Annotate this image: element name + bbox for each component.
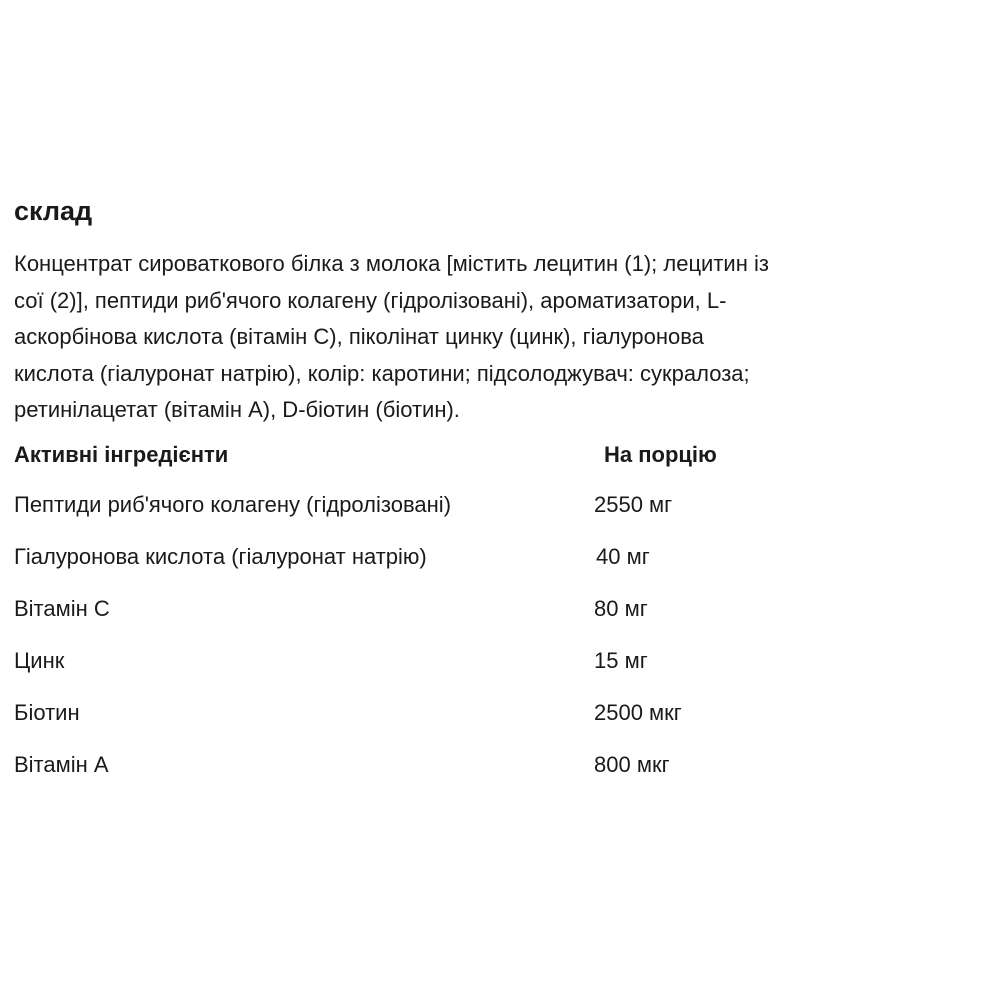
ingredient-amount: 80 мг <box>594 596 648 621</box>
ingredient-name: Вітамін С <box>14 596 110 621</box>
composition-line: кислота (гіалуронат натрію), колір: каротини; підсолоджувач: сукралоза; <box>14 360 750 386</box>
table-row <box>14 748 994 782</box>
ingredient-amount: 800 мкг <box>594 752 670 777</box>
composition-line: Концентрат сироваткового білка з молока [містить лецитин (1); лецитин із <box>14 251 769 276</box>
ingredient-name: Цинк <box>14 648 65 673</box>
ingredient-name: Гіалуронова кислота (гіалуронат натрію) <box>14 544 427 569</box>
ingredient-name: Пептиди риб'ячого колагену (гідролізовані) <box>14 492 452 517</box>
ingredient-amount: 2500 мкг <box>594 700 682 725</box>
ingredient-name: Біотин <box>14 700 80 725</box>
table-row <box>14 644 994 678</box>
column-header-per-serving: На порцію <box>604 442 717 467</box>
section-heading: склад <box>14 196 93 226</box>
ingredient-amount: 2550 мг <box>594 492 673 517</box>
composition-line: ретинілацетат (вітамін А), D-біотин (біотин). <box>14 397 460 422</box>
ingredient-amount: 15 мг <box>594 648 648 673</box>
ingredient-amount: 40 мг <box>596 544 650 569</box>
composition-line: аскорбінова кислота (вітамін С), піколінат цинку (цинк), гіалуронова <box>14 324 704 349</box>
ingredient-name: Вітамін А <box>14 752 109 777</box>
table-row <box>14 592 994 626</box>
table-row <box>14 540 994 574</box>
composition-line: сої (2)], пептиди риб'ячого колагену (гідролізовані), ароматизатори, L- <box>14 287 727 313</box>
table-row <box>14 488 994 522</box>
table-header-row <box>14 438 994 472</box>
table-row <box>14 696 994 730</box>
composition-text <box>14 246 994 429</box>
column-header-ingredients: Активні інгредієнти <box>14 442 229 467</box>
